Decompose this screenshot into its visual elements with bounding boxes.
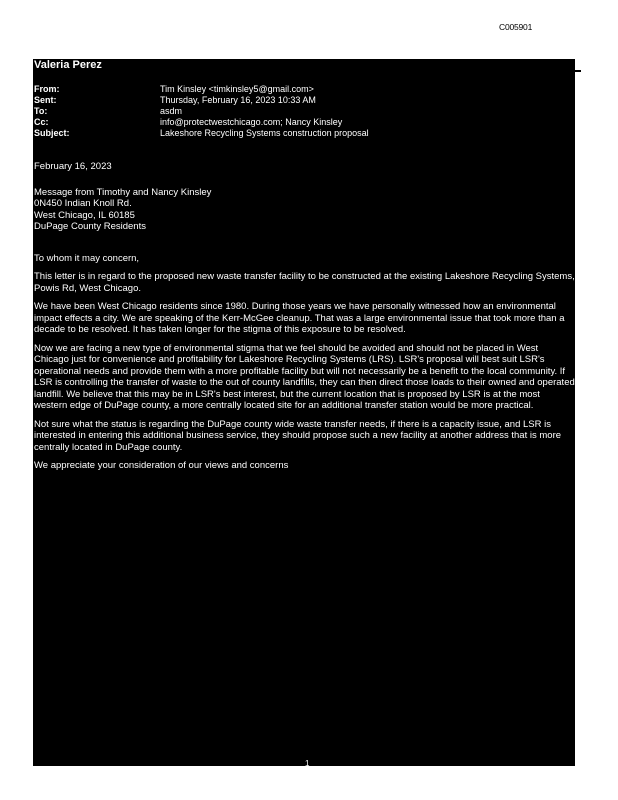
paragraph: This letter is in regard to the proposed new waste transfer facility to be constructed at the existing Lakeshore Recycling Systems, Powis Rd, West Chicago.	[34, 271, 575, 294]
header-row-to	[34, 106, 369, 117]
header-row-cc	[34, 117, 369, 128]
closing-paragraph: We appreciate your consideration of our views and concerns	[34, 460, 289, 471]
address-line: Message from Timothy and Nancy Kinsley	[34, 186, 212, 198]
header-row-subject	[34, 128, 369, 139]
sender-name: Valeria Perez	[34, 59, 102, 71]
address-line: West Chicago, IL 60185	[34, 209, 135, 221]
header-label: From:	[34, 84, 60, 94]
header-value-sent: Thursday, February 16, 2023 10:33 AM	[160, 95, 316, 105]
header-value-from: Tim Kinsley <timkinsley5@gmail.com>	[160, 84, 314, 94]
header-row-from	[34, 84, 369, 95]
header-value-to: asdm	[160, 106, 183, 116]
header-label: Sent:	[34, 95, 57, 105]
email-page	[33, 59, 575, 766]
document-control-number: C005901	[499, 22, 533, 32]
email-header	[34, 84, 369, 139]
paragraph: Now we are facing a new type of environmental stigma that we feel should be avoided and should not be placed in West Chicago just for convenience and profitability for Lakeshore Recycling Systems (LRS). LSR's proposal will best suit LSR's operational needs and provide them with a more profitable facility but will not necessarily be a benefit to the local community. If LSR is controlling the transfer of waste to the out of county landfills, they can then direct those loads to their owned and operated landfill. We believe that this may be in LSR's best interest, but the current location that is proposed by LSR is at the most western edge of DuPage county, a more centrally located site for an additional transfer station would be more practical.	[34, 342, 575, 411]
page-number: 1	[305, 759, 310, 768]
letter-date: February 16, 2023	[34, 161, 112, 172]
salutation: To whom it may concern,	[34, 252, 140, 264]
header-label: To:	[34, 106, 48, 116]
paragraph: We have been West Chicago residents since 1980. During those years we have personally witnessed how an environmental impact effects a city. We are speaking of the Kerr-McGee cleanup. That was a large environmental issue that took more than a decade to be resolved. It has taken longer for the stigma of this exposure to be resolved.	[34, 301, 565, 335]
header-row-sent	[34, 95, 369, 106]
header-label: Cc:	[34, 117, 49, 127]
letter-body	[34, 161, 575, 479]
edge-mark	[574, 70, 581, 72]
header-value-cc: info@protectwestchicago.com; Nancy Kinsley	[160, 117, 343, 127]
paragraph: Not sure what the status is regarding the DuPage county wide waste transfer needs, if there is a capacity issue, and LSR is interested in entering this additional business service, they should propose such a new facility at another address that is more centrally located in DuPage county.	[34, 418, 562, 453]
address-line: 0N450 Indian Knoll Rd.	[34, 198, 132, 209]
sender-address-block	[34, 187, 575, 233]
header-value-subject: Lakeshore Recycling Systems construction proposal	[160, 128, 369, 138]
address-line: DuPage County Residents	[34, 221, 146, 232]
header-label: Subject:	[34, 128, 70, 138]
